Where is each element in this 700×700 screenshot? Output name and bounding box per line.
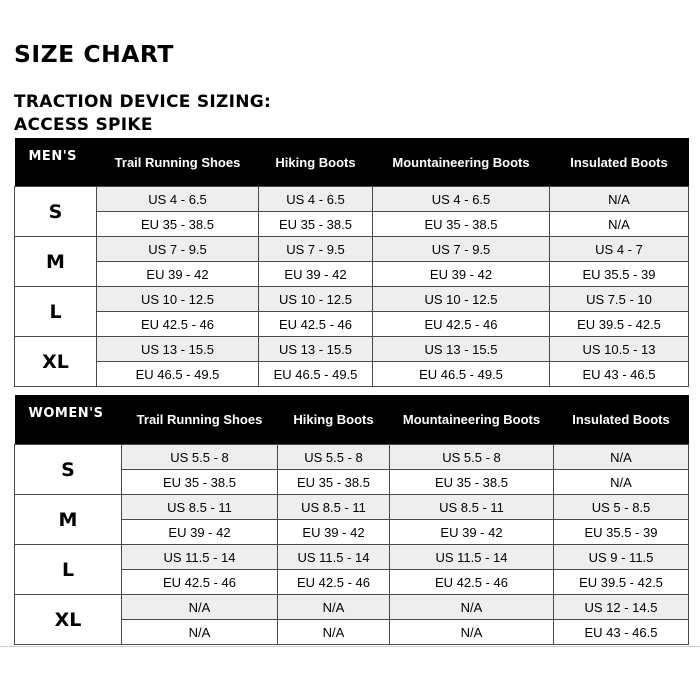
- us-size-cell: US 5.5 - 8: [278, 445, 390, 470]
- eu-size-cell: EU 35 - 38.5: [278, 470, 390, 495]
- column-header-mountaineering: Mountaineering Boots: [373, 138, 550, 187]
- us-size-cell: N/A: [122, 595, 278, 620]
- eu-size-cell: EU 39 - 42: [390, 520, 554, 545]
- eu-size-cell: EU 42.5 - 46: [97, 312, 259, 337]
- eu-size-cell: EU 39.5 - 42.5: [550, 312, 689, 337]
- table-row: [15, 337, 689, 362]
- eu-size-cell: EU 35 - 38.5: [259, 212, 373, 237]
- us-size-cell: US 7 - 9.5: [373, 237, 550, 262]
- column-header-insulated: Insulated Boots: [554, 395, 689, 445]
- us-size-cell: US 8.5 - 11: [278, 495, 390, 520]
- eu-size-cell: EU 35.5 - 39: [554, 520, 689, 545]
- eu-size-cell: EU 35 - 38.5: [390, 470, 554, 495]
- eu-size-cell: EU 42.5 - 46: [390, 570, 554, 595]
- eu-size-cell: EU 43 - 46.5: [550, 362, 689, 387]
- us-size-cell: US 8.5 - 11: [390, 495, 554, 520]
- us-size-cell: US 7.5 - 10: [550, 287, 689, 312]
- us-size-cell: US 9 - 11.5: [554, 545, 689, 570]
- eu-size-cell: EU 39 - 42: [278, 520, 390, 545]
- us-size-cell: US 5 - 8.5: [554, 495, 689, 520]
- eu-size-cell: EU 39 - 42: [373, 262, 550, 287]
- size-label: XL: [15, 595, 122, 645]
- size-label: L: [15, 545, 122, 595]
- us-size-cell: US 13 - 15.5: [97, 337, 259, 362]
- us-size-cell: US 13 - 15.5: [259, 337, 373, 362]
- us-size-cell: US 7 - 9.5: [259, 237, 373, 262]
- table-row: [15, 187, 689, 212]
- us-size-cell: N/A: [390, 595, 554, 620]
- us-size-cell: US 11.5 - 14: [122, 545, 278, 570]
- us-size-cell: US 5.5 - 8: [390, 445, 554, 470]
- us-size-cell: N/A: [550, 187, 689, 212]
- eu-size-cell: N/A: [278, 620, 390, 645]
- column-header-hiking: Hiking Boots: [259, 138, 373, 187]
- page-title: SIZE CHART: [14, 42, 174, 68]
- eu-size-cell: EU 46.5 - 49.5: [373, 362, 550, 387]
- eu-size-cell: EU 39 - 42: [122, 520, 278, 545]
- column-header-mountaineering: Mountaineering Boots: [390, 395, 554, 445]
- column-header-hiking: Hiking Boots: [278, 395, 390, 445]
- column-header-insulated: Insulated Boots: [550, 138, 689, 187]
- mens-size-table: [14, 138, 689, 387]
- eu-size-cell: N/A: [550, 212, 689, 237]
- us-size-cell: US 7 - 9.5: [97, 237, 259, 262]
- eu-size-cell: EU 46.5 - 49.5: [259, 362, 373, 387]
- us-size-cell: N/A: [554, 445, 689, 470]
- table-row: [15, 287, 689, 312]
- column-header-trail-running: Trail Running Shoes: [122, 395, 278, 445]
- section-subtitle: TRACTION DEVICE SIZING:: [14, 92, 272, 112]
- table-header-row: [15, 395, 689, 445]
- size-label: M: [15, 495, 122, 545]
- eu-size-cell: N/A: [390, 620, 554, 645]
- divider: [0, 646, 700, 647]
- table-row: [15, 595, 689, 620]
- eu-size-cell: EU 42.5 - 46: [122, 570, 278, 595]
- us-size-cell: US 13 - 15.5: [373, 337, 550, 362]
- us-size-cell: US 11.5 - 14: [390, 545, 554, 570]
- us-size-cell: US 4 - 6.5: [373, 187, 550, 212]
- us-size-cell: US 10 - 12.5: [97, 287, 259, 312]
- eu-size-cell: EU 39.5 - 42.5: [554, 570, 689, 595]
- eu-size-cell: EU 35 - 38.5: [122, 470, 278, 495]
- us-size-cell: US 4 - 6.5: [259, 187, 373, 212]
- eu-size-cell: EU 35 - 38.5: [373, 212, 550, 237]
- table-row: [15, 362, 689, 387]
- column-header-trail-running: Trail Running Shoes: [97, 138, 259, 187]
- table-row: [15, 212, 689, 237]
- us-size-cell: US 11.5 - 14: [278, 545, 390, 570]
- table-row: [15, 445, 689, 470]
- size-label: M: [15, 237, 97, 287]
- us-size-cell: US 10.5 - 13: [550, 337, 689, 362]
- table-row: [15, 545, 689, 570]
- us-size-cell: US 5.5 - 8: [122, 445, 278, 470]
- size-label: XL: [15, 337, 97, 387]
- us-size-cell: US 4 - 6.5: [97, 187, 259, 212]
- eu-size-cell: EU 35 - 38.5: [97, 212, 259, 237]
- size-label: S: [15, 187, 97, 237]
- eu-size-cell: EU 43 - 46.5: [554, 620, 689, 645]
- table-header-row: [15, 138, 689, 187]
- product-name: ACCESS SPIKE: [14, 115, 153, 135]
- us-size-cell: US 10 - 12.5: [373, 287, 550, 312]
- eu-size-cell: N/A: [122, 620, 278, 645]
- eu-size-cell: EU 42.5 - 46: [373, 312, 550, 337]
- us-size-cell: US 8.5 - 11: [122, 495, 278, 520]
- mens-label: MEN'S: [15, 138, 97, 187]
- table-row: [15, 237, 689, 262]
- size-label: S: [15, 445, 122, 495]
- us-size-cell: N/A: [278, 595, 390, 620]
- eu-size-cell: EU 39 - 42: [259, 262, 373, 287]
- us-size-cell: US 10 - 12.5: [259, 287, 373, 312]
- eu-size-cell: EU 42.5 - 46: [259, 312, 373, 337]
- eu-size-cell: EU 35.5 - 39: [550, 262, 689, 287]
- table-row: [15, 495, 689, 520]
- size-label: L: [15, 287, 97, 337]
- us-size-cell: US 4 - 7: [550, 237, 689, 262]
- table-row: [15, 262, 689, 287]
- eu-size-cell: EU 42.5 - 46: [278, 570, 390, 595]
- womens-label: WOMEN'S: [15, 395, 122, 445]
- eu-size-cell: EU 39 - 42: [97, 262, 259, 287]
- eu-size-cell: N/A: [554, 470, 689, 495]
- us-size-cell: US 12 - 14.5: [554, 595, 689, 620]
- eu-size-cell: EU 46.5 - 49.5: [97, 362, 259, 387]
- table-row: [15, 312, 689, 337]
- womens-size-table: [14, 395, 689, 645]
